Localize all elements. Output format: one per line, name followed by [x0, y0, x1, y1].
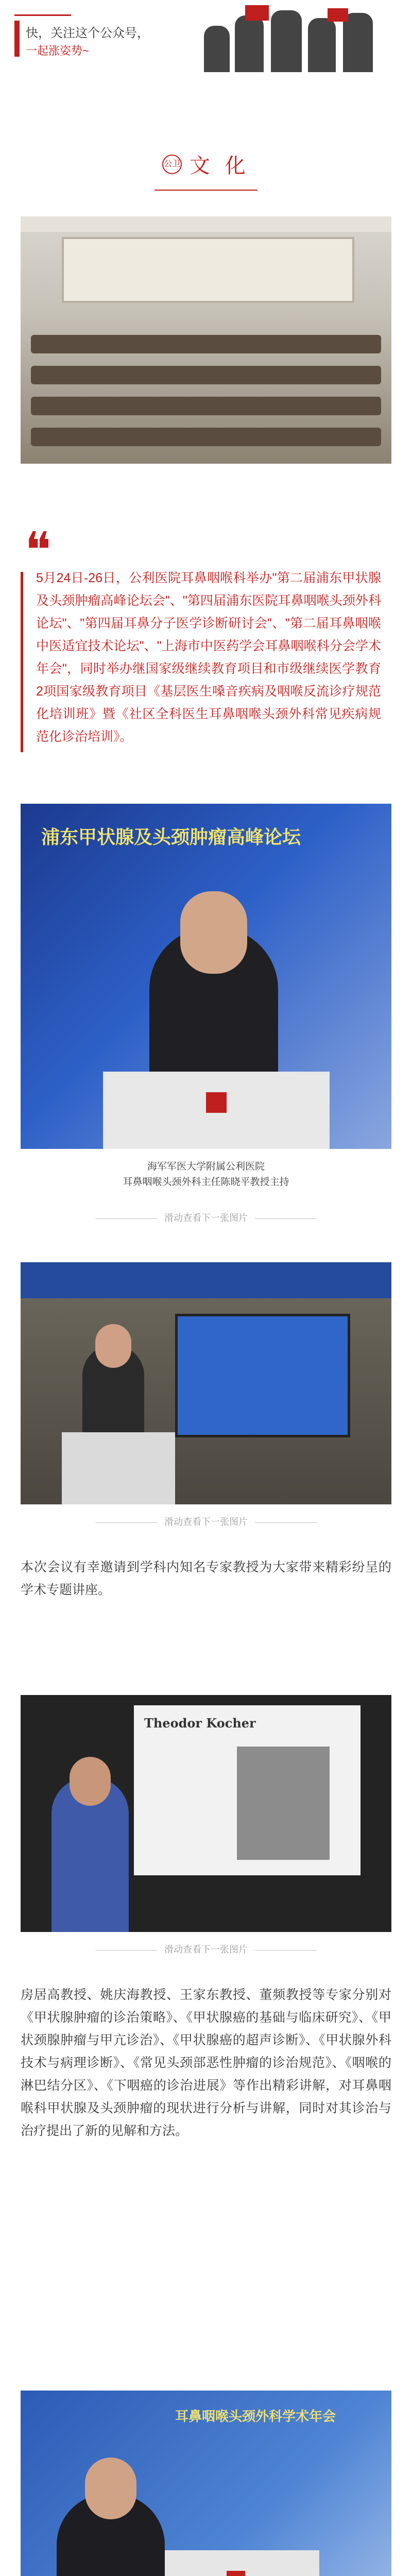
- hint-text: 滑动查看下一张图片: [164, 1213, 248, 1223]
- tagline-line-1: 快，关注这个公众号，: [26, 26, 149, 40]
- hint-rule: [255, 1218, 317, 1219]
- banner-accent-bar: [14, 21, 20, 57]
- crowd-figure: [343, 13, 373, 72]
- top-banner: [0, 0, 412, 77]
- lecture-photo-3[interactable]: [21, 1695, 391, 1932]
- slide-portrait: [237, 1747, 330, 1860]
- swipe-hint: [21, 1942, 391, 1956]
- presentation-screen: [175, 1314, 350, 1437]
- tagline-line-2: 一起涨姿势~: [26, 44, 89, 57]
- forum-backdrop-text: 浦东甲状腺及头颈肿瘤高峰论坛: [41, 826, 301, 848]
- audience-row: [31, 366, 381, 384]
- flag-icon: [328, 8, 348, 22]
- lecture-photo-4[interactable]: [21, 2391, 391, 2576]
- section-title: 文 化: [189, 154, 250, 178]
- audience-row: [31, 428, 381, 446]
- crowd-figure: [271, 10, 302, 72]
- banner-divider: [14, 14, 71, 16]
- lecture-photo-2[interactable]: [21, 1262, 391, 1504]
- speaker-face: [70, 1757, 111, 1806]
- hint-rule: [95, 1522, 157, 1523]
- crowd-figure: [308, 18, 336, 72]
- lecture-topics-paragraph-1: 房居高教授、姚庆海教授、王家东教授、董频教授等专家分别对《甲状腺肿瘤的诊治策略》、《甲状腺癌的基础与临床研究》、《甲状颈腺肿瘤与甲亢诊治》、《甲状腺癌的超声诊断》、《甲状腺外科技术与病理诊断》、《常见头颈部恶性肿瘤的诊治规范》、《咽喉的淋巴结分区》、《下咽癌的诊治进展》等作出精彩讲解，对耳鼻咽喉科甲状腺及头颈肿瘤的现状进行分析与讲解，同时对其诊治与治疗提出了新的见解和方法。: [21, 1988, 391, 2138]
- host-speaker-photo[interactable]: [21, 804, 391, 1149]
- hint-rule: [255, 1950, 317, 1951]
- quote-accent-bar: [21, 572, 23, 752]
- ceiling-lights: [21, 216, 391, 232]
- speaker-face: [180, 891, 247, 974]
- crowd-illustration: [194, 5, 400, 72]
- follow-tagline: [26, 25, 149, 60]
- swipe-hint: [21, 1515, 391, 1528]
- hint-rule: [95, 1950, 157, 1951]
- flag-icon: [245, 5, 269, 21]
- hint-rule: [95, 1218, 157, 1219]
- hint-text: 滑动查看下一张图片: [164, 1517, 248, 1527]
- host-photo-caption: [21, 1159, 391, 1190]
- hint-rule: [255, 1522, 317, 1523]
- hospital-logo-icon: [227, 2571, 245, 2576]
- speaker-face: [95, 1324, 131, 1368]
- audience-row: [31, 335, 381, 353]
- stage-banner-text: 耳鼻咽喉头颈外科学术年会: [175, 2409, 336, 2424]
- stage-banner: [21, 1262, 391, 1298]
- slide-title: Theodor Kocher: [144, 1716, 256, 1731]
- crowd-figure: [204, 26, 230, 72]
- section-header: [0, 149, 412, 196]
- crowd-figure: [235, 15, 264, 72]
- hospital-logo-icon: [206, 1092, 227, 1113]
- section-logo-icon: 公卫: [162, 155, 182, 174]
- caption-line-2: 耳鼻咽喉头颈外科主任陈晓平教授主持: [123, 1177, 289, 1188]
- projection-screen: [62, 237, 354, 303]
- intro-paragraph: 5月24日-26日，公利医院耳鼻咽喉科举办"第二届浦东甲状腺及头颈肿瘤高峰论坛会"、"第四届浦东医院耳鼻咽喉头颈外科论坛"、"第四届耳鼻分子医学诊断研讨会"、"第二届耳鼻咽喉中医适宜技术论坛"、"上海市中医药学会耳鼻咽喉科分会学术年会"，同时举办继国家级继续教育项目和市级继续医学教育2项国家级教育项目《基层医生嗓音疾病及咽喉反流诊疗规范化培训班》暨《社区全科医生耳鼻咽喉头颈外科常见疾病规范化诊治培训》。: [36, 571, 381, 744]
- conference-hall-photo[interactable]: [21, 216, 391, 464]
- caption-line-1: 海军军医大学附属公利医院: [147, 1161, 265, 1172]
- podium: [62, 1432, 175, 1504]
- section-underline: [154, 190, 258, 191]
- hint-text: 滑动查看下一张图片: [164, 1944, 248, 1955]
- lecture-intro-paragraph: 本次会议有幸邀请到学科内知名专家教授为大家带来精彩纷呈的学术专题讲座。: [21, 1560, 391, 1597]
- speaker-face: [85, 2458, 136, 2519]
- quote-icon: ❝: [25, 521, 52, 579]
- audience-row: [31, 397, 381, 415]
- swipe-hint: [21, 1211, 391, 1224]
